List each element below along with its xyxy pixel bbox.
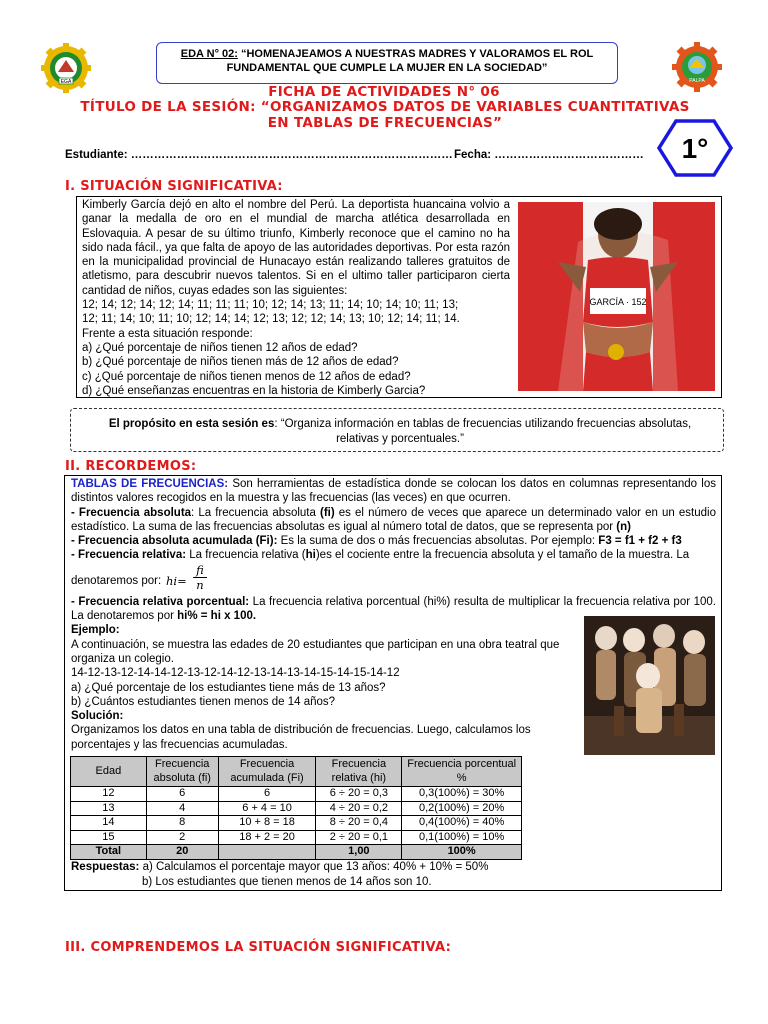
table-cell: 6 [146, 787, 218, 802]
eda-title-line2: FUNDAMENTAL QUE CUMPLE LA MUJER EN LA SOCIEDAD” [226, 62, 548, 74]
situation-paragraph: Kimberly García dejó en alto el nombre del Perú. La deportista huancaina volvio a ganar la medalla de oro en el mundial de marcha atlética desarrollada en Eslovaquia. A pesar de su último triunfo, Kimberly reconoce que el camino no ha sido nada fácil., ya que falta de apoyo de las autoridades deportivas. Por esta razón en la municipalidad provincial de Hunacayo están realizando talleres gratuitos de atletismo, para descubrir nuevos talentos. Si en el ultimo taller participaron cierta cantidad de niños, cuyas edades son las siguientes: [82, 199, 510, 297]
grade-badge [656, 118, 734, 178]
section3-heading: III. COMPRENDEMOS LA SITUACIÓN SIGNIFICATIVA: [65, 940, 452, 955]
theater-photo [584, 616, 715, 755]
abs-n: (n) [616, 520, 631, 533]
table-cell: 0,4(100%) = 40% [402, 816, 522, 831]
table-header-row [71, 757, 522, 787]
student-name-field[interactable]: Estudiante: ………………………………………………………………………… [65, 149, 453, 161]
denote-text: denotaremos por: [71, 574, 162, 587]
table-row [71, 801, 522, 816]
relative-frequency-definition [71, 548, 716, 562]
table-cell: 6 ÷ 20 = 0,3 [316, 787, 402, 802]
section1-heading: I. SITUACIÓN SIGNIFICATIVA: [65, 179, 283, 194]
session-title-line2: EN TABLAS DE FRECUENCIAS” [267, 115, 503, 131]
section2-heading: II. RECORDEMOS: [65, 459, 197, 474]
abs-fi: (fi) [319, 506, 335, 519]
acum-formula: F3 = f1 + f2 + f3 [598, 535, 682, 548]
logo-left-text: EGA [60, 79, 72, 85]
frequency-table [70, 756, 522, 860]
example-data: 14-12-13-12-14-14-12-13-12-14-12-13-14-13-14-15-14-15-14-12 [71, 667, 400, 680]
table-cell: 2 ÷ 20 = 0,1 [316, 830, 402, 845]
header-acumulada: Frecuencia acumulada (Fi) [218, 757, 316, 787]
activity-sheet-title: FICHA DE ACTIVIDADES N° 06 [268, 84, 500, 100]
solution-label-text: Solución: [71, 710, 124, 723]
relp-label: - Frecuencia relativa porcentual: [71, 595, 250, 608]
table-row [71, 816, 522, 831]
total-cell: 20 [146, 845, 218, 860]
question-d: d) ¿Qué enseñanzas encuentras en la historia de Kimberly Garcia? [82, 384, 426, 397]
formula-numerator: fi [193, 564, 207, 578]
answers-label: Respuestas: [71, 861, 140, 873]
table-total-row [71, 845, 522, 860]
example-question-a: a) ¿Qué porcentaje de los estudiantes tiene más de 13 años? [71, 681, 386, 694]
relp-text: La frecuencia relativa porcentual (hi%) resulta de multiplicar la frecuencia relativa por 100. La denotaremos por [71, 595, 716, 623]
cumulative-frequency-definition [71, 534, 716, 548]
table-cell: 10 + 8 = 18 [218, 816, 316, 831]
acum-label: - Frecuencia absoluta acumulada (Fi): [71, 535, 278, 548]
table-cell: 4 [146, 801, 218, 816]
table-cell: 8 ÷ 20 = 0,4 [316, 816, 402, 831]
session-title [60, 99, 710, 131]
header-relativa: Frecuencia relativa (hi) [316, 757, 402, 787]
formula-row [71, 563, 716, 595]
table-cell: 6 + 4 = 10 [218, 801, 316, 816]
eda-title-box [156, 42, 618, 84]
answers [71, 860, 488, 889]
rel-label: - Frecuencia relativa: [71, 549, 187, 562]
question-b: b) ¿Qué porcentaje de niños tienen más de 12 años de edad? [82, 356, 399, 369]
table-cell: 0,1(100%) = 10% [402, 830, 522, 845]
absolute-frequency-definition [71, 506, 716, 535]
table-cell: 13 [71, 801, 147, 816]
rel-hi: hi [305, 549, 316, 562]
question-c: c) ¿Qué porcentaje de niños tienen menos de 12 años de edad? [82, 370, 411, 383]
total-cell [218, 845, 316, 860]
example-text: A continuación, se muestra las edades de 20 estudiantes que participan en una obra teatral que organiza un colegio. [71, 638, 560, 665]
table-cell: 18 + 2 = 20 [218, 830, 316, 845]
tablas-text: Son herramientas de estadística donde se colocan los datos en columnas representando los distintos valores recogidos en la muestra y las frecuencias (las veces) en que ocurren. [71, 478, 716, 505]
answer-b: b) Los estudiantes que tienen menos de 14 años son 10. [142, 875, 432, 888]
formula-denominator: n [196, 577, 204, 592]
session-title-line1: TÍTULO DE LA SESIÓN: “ORGANIZAMOS DATOS DE VARIABLES CUANTITATIVAS [80, 99, 690, 115]
athlete-photo [518, 202, 715, 391]
table-row [71, 830, 522, 845]
answer-a: a) Calculamos el porcentaje mayor que 13 años: 40% + 10% = 50% [139, 861, 489, 873]
date-field[interactable]: Fecha: ………………………………… [454, 149, 644, 161]
question-a: a) ¿Qué porcentaje de niños tienen 12 años de edad? [82, 341, 358, 354]
table-row [71, 787, 522, 802]
acum-text: Es la suma de dos o más frecuencias absolutas. Por ejemplo: [277, 535, 599, 548]
table-cell: 8 [146, 816, 218, 831]
abs-text-b: es el número de veces que aparece un determinado valor en un estudio estadístico. La suma de las frecuencias absolutas es igual al número total de datos, que se representa por [71, 506, 716, 533]
ages-data-line1: 12; 14; 12; 14; 12; 14; 11; 11; 11; 10; 12; 14; 13; 11; 14; 10; 14; 10; 11; 13; [82, 299, 459, 312]
table-cell: 2 [146, 830, 218, 845]
grade-text: 1° [681, 133, 709, 164]
table-cell: 0,3(100%) = 30% [402, 787, 522, 802]
header-absoluta: Frecuencia absoluta (fi) [146, 757, 218, 787]
total-cell: 1,00 [316, 845, 402, 860]
rel-text-a: La frecuencia relativa ( [186, 549, 306, 562]
ages-data-line2: 12; 11; 14; 10; 11; 10; 12; 14; 14; 12; 13; 12; 12; 14; 13; 10; 12; 14; 11; 14. [82, 313, 460, 326]
table-cell: 14 [71, 816, 147, 831]
abs-text-a: : La frecuencia absoluta [191, 506, 320, 519]
eda-title-line1: “HOMENAJEAMOS A NUESTRAS MADRES Y VALORAMOS EL ROL [240, 48, 594, 60]
tablas-label: TABLAS DE FRECUENCIAS: [71, 478, 229, 490]
logo-right-text: PALPA [689, 78, 705, 84]
table-cell: 15 [71, 830, 147, 845]
table-cell: 0,2(100%) = 20% [402, 801, 522, 816]
total-cell: 100% [402, 845, 522, 860]
header-porcentual: Frecuencia porcentual % [402, 757, 522, 787]
abs-label: - Frecuencia absoluta [71, 506, 192, 519]
table-cell: 6 [218, 787, 316, 802]
tablas-definition [71, 477, 716, 506]
eda-label: EDA N° 02: [180, 48, 238, 60]
rel-text-b: )es el cociente entre la frecuencia absoluta y el tamaño de la muestra. La [315, 549, 690, 562]
situation-prompt: Frente a esta situación responde: [82, 327, 253, 340]
table-cell: 4 ÷ 20 = 0,2 [316, 801, 402, 816]
relp-formula: hi% = hi x 100. [177, 610, 257, 623]
total-cell: Total [71, 845, 147, 860]
purpose-text [90, 417, 710, 447]
example-question-b: b) ¿Cuántos estudiantes tienen menos de 14 años? [71, 695, 336, 708]
formula-lhs: hi= [166, 573, 187, 588]
purpose-label: El propósito en esta sesión es [108, 418, 275, 430]
table-cell: 12 [71, 787, 147, 802]
header-edad: Edad [71, 757, 147, 787]
purpose-body: : “Organiza información en tablas de frecuencias utilizando frecuencias absolutas, relativas y porcentuales.” [274, 418, 692, 445]
situation-text [82, 198, 510, 398]
solution-text: Organizamos los datos en una tabla de distribución de frecuencias. Luego, calculamos los porcentajes y las frecuencias acumuladas. [71, 724, 531, 751]
athlete-bib: GARCÍA · 152 [589, 297, 647, 307]
example-label-text: Ejemplo: [71, 624, 120, 637]
